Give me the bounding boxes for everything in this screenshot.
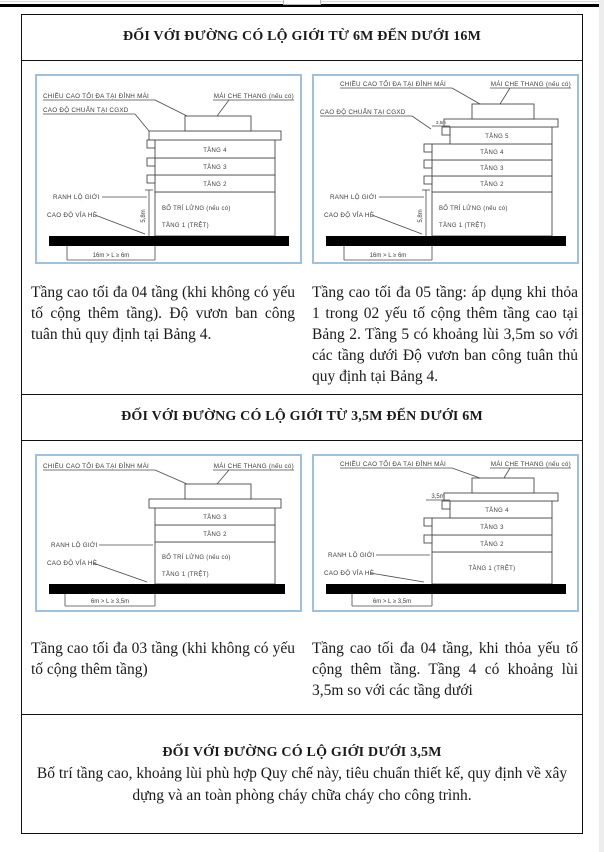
max-height-label: CHIỀU CAO TỐI ĐA TẠI ĐỈNH MÁI [340,80,447,88]
road-dimension [352,594,432,606]
callout-sidewalk [47,558,147,582]
section1-header-row [22,15,582,61]
max-height-label: CHIỀU CAO TỐI ĐA TẠI ĐỈNH MÁI [43,92,150,100]
callout-boundary [51,540,153,549]
building-section [147,116,281,236]
max-height-label: CHIỀU CAO TỐI ĐA TẠI ĐỈNH MÁI [340,460,447,468]
callout-boundary [53,192,147,201]
section3-row [22,745,582,852]
section1-content-row [22,61,582,396]
road-bar [326,236,566,246]
callout-roof-canopy [213,91,294,116]
diagram-3-floor [35,454,302,612]
floor-label: TẦNG 2 [203,531,227,538]
road-dim-label: 16m > L ≥ 6m [369,252,407,259]
section2-header-row [22,395,582,441]
diagram-4-floor [35,74,302,264]
section2-content-row [22,441,582,716]
floor-label: TẦNG 4 [485,507,509,514]
section1-left-cell [22,61,302,395]
mezzanine-label: BỐ TRÍ LỬNG (nếu có) [162,554,231,561]
road-dimension [344,246,432,260]
callout-roof-canopy [490,459,571,478]
road-bar [49,236,289,246]
callout-max-height [340,78,480,104]
page-edge-shade [599,0,604,852]
mezzanine-label: BỐ TRÍ LỬNG (nếu có) [439,205,508,212]
callout-max-height [43,460,187,484]
section2-note-left: Tầng cao tối đa 03 tầng (khi không có yếu tố cộng thêm tầng) [31,639,295,678]
setback-dim-label: 3,5m [435,119,447,125]
floor-label: TẦNG 4 [203,147,227,154]
diagram-3-floor-svg [37,456,300,610]
top-cutoff-box [283,0,321,5]
road-dimension [67,246,155,260]
boundary-label: RANH LỘ GIỚI [328,551,375,559]
diagram-5-floor [312,74,579,264]
max-height-label: CHIỀU CAO TỐI ĐA TẠI ĐỈNH MÁI [43,462,150,470]
section3-body: Bố trí tầng cao, khoảng lùi phù hợp Quy chế này, tiêu chuẩn thiết kế, quy định về xây dựng và an toàn phòng cháy chữa cháy cho công trình. [36,765,568,804]
floor-label: TẦNG 2 [203,181,227,188]
callout-sidewalk [47,210,145,234]
callout-datum [43,105,149,131]
floor-label: TẦNG 3 [480,165,504,172]
boundary-label: RANH LỘ GIỚI [53,193,100,201]
boundary-label: RANH LỘ GIỚI [330,193,377,201]
section1-header: ĐỐI VỚI ĐƯỜNG CÓ LỘ GIỚI TỪ 6M ĐẾN DƯỚI 16M [122,29,482,45]
callout-sidewalk [324,568,424,582]
sidewalk-label: CAO ĐỘ VỈA HÈ [324,211,375,219]
diagram-4-floor-setback [312,454,579,612]
floor-label: TẦNG 5 [485,133,509,140]
datum-label: CAO ĐỘ CHUẨN TẠI CGXD [43,106,129,114]
road-bar [49,584,285,594]
callout-boundary [328,550,430,559]
setback-dim-label: 3,5m [431,493,445,500]
floor-label: TẦNG 1 (TRỆT) [439,222,486,229]
regulation-table [21,14,583,834]
callout-max-height [340,458,480,478]
boundary-label: RANH LỘ GIỚI [51,541,98,549]
road-dim-label: 6m > L ≥ 3,5m [90,598,130,605]
section1-right-cell [302,61,582,395]
floor-label: TẦNG 3 [203,164,227,171]
diagram-4-floor-svg [37,76,300,262]
diagram-5-floor-svg [314,76,577,262]
section1-note-left: Tầng cao tối đa 04 tầng (khi không có yếu tố cộng thêm tầng). Độ vươn ban công tuân thủ quy định tại Bảng 4. [31,283,295,343]
road-dim-label: 6m > L ≥ 3,5m [372,598,412,605]
section2-note-right: Tầng cao tối đa 04 tầng, khi thỏa yếu tố cộng thêm tầng. Tầng 4 có khoảng lùi 3,5m so với các tầng dưới [312,639,578,699]
height-dim-label: 5,8m [418,208,424,223]
sidewalk-label: CAO ĐỘ VỈA HÈ [324,569,375,577]
road-bar [326,584,566,594]
floor-label: TẦNG 3 [480,524,504,531]
callout-boundary [330,192,424,201]
callout-roof-canopy [490,79,571,104]
callout-sidewalk [324,210,422,234]
callout-roof-canopy [213,461,294,484]
floor-label: TẦNG 4 [480,149,504,156]
floor-label: TẦNG 1 (TRỆT) [162,222,209,229]
callout-datum [320,107,431,129]
floor-label: TẦNG 2 [480,181,504,188]
section1-note-right: Tầng cao tối đa 05 tầng: áp dụng khi thỏa 1 trong 02 yếu tố cộng thêm tầng cao tại Bảng 2. Tầng 5 có khoảng lùi 3,5m so với các tầng dưới Độ vươn ban công tuân thủ quy định tại Bảng 4. [312,283,578,385]
roof-canopy-label: MÁI CHE THANG (nếu có) [490,460,571,468]
height-dim-label: 5,8m [141,208,147,223]
section2-left-cell [22,441,302,715]
mezzanine-label: BỐ TRÍ LỬNG (nếu có) [162,205,231,212]
roof-canopy-label: MÁI CHE THANG (nếu có) [213,462,294,470]
roof-canopy-label: MÁI CHE THANG (nếu có) [490,80,571,88]
diagram-4-floor-setback-svg [314,456,577,610]
road-dim-label: 16m > L ≥ 6m [92,252,130,259]
sidewalk-label: CAO ĐỘ VỈA HÈ [47,559,98,567]
sidewalk-label: CAO ĐỘ VỈA HÈ [47,211,98,219]
floor-label: TẦNG 1 (TRỆT) [162,571,209,578]
floor-label: TẦNG 2 [480,541,504,548]
section3-header: ĐỐI VỚI ĐƯỜNG CÓ LỘ GIỚI DƯỚI 3,5M [162,745,442,760]
section2-header: ĐỐI VỚI ĐƯỜNG CÓ LỘ GIỚI TỪ 3,5M ĐẾN DƯỚI 6M [121,409,483,425]
roof-canopy-label: MÁI CHE THANG (nếu có) [213,92,294,100]
datum-label: CAO ĐỘ CHUẨN TẠI CGXD [320,108,406,116]
section2-right-cell [302,441,582,715]
road-dimension [65,594,155,606]
floor-label: TẦNG 1 (TRỆT) [468,565,516,572]
floor-label: TẦNG 3 [203,514,227,521]
